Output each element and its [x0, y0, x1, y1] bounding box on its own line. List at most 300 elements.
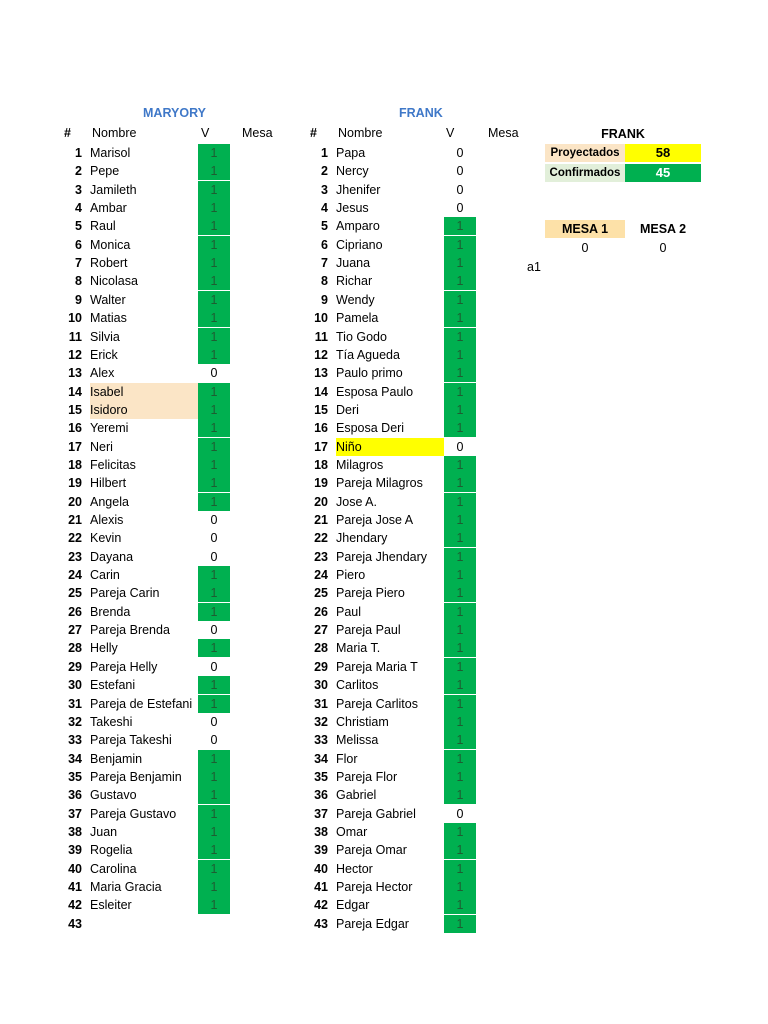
attendance-value: 1 [198, 199, 230, 217]
guest-name: Jhendary [336, 531, 388, 546]
guest-name: Richar [336, 274, 373, 289]
mesa2-label: MESA 2 [639, 222, 687, 236]
attendance-value: 1 [444, 493, 476, 511]
frank-table-row [302, 676, 502, 694]
attendance-value: 1 [198, 695, 230, 713]
attendance-value: 1 [198, 493, 230, 511]
maryory-table-row [56, 438, 256, 456]
attendance-value: 1 [198, 438, 230, 456]
row-number: 16 [314, 421, 328, 436]
attendance-value: 1 [444, 236, 476, 254]
frank-title: FRANK [399, 106, 443, 120]
guest-name: Esposa Deri [336, 421, 405, 436]
row-number: 28 [314, 641, 328, 656]
guest-name: Pareja Carin [90, 586, 160, 601]
row-number: 30 [314, 678, 328, 693]
guest-name: Pareja Edgar [336, 916, 409, 931]
attendance-value: 1 [444, 217, 476, 235]
row-number: 43 [314, 916, 328, 931]
row-number: 17 [68, 439, 82, 454]
row-number: 8 [321, 274, 328, 289]
attendance-value: 1 [444, 291, 476, 309]
attendance-value: 0 [456, 182, 464, 197]
attendance-value: 1 [198, 162, 230, 180]
row-number: 41 [314, 880, 328, 894]
attendance-value: 1 [198, 786, 230, 804]
guest-name: Juana [336, 256, 371, 271]
frank-table-row [302, 272, 502, 290]
maryory-table-row [56, 401, 256, 419]
guest-name: Hector [336, 861, 373, 876]
frank-table-row [302, 144, 502, 162]
maryory-table-row [56, 713, 256, 731]
frank-table-row [302, 236, 502, 254]
mesa1-label: MESA 1 [545, 220, 625, 238]
frank-table-row [302, 493, 502, 511]
maryory-table-row [56, 309, 256, 327]
frank-table-row [302, 731, 502, 749]
guest-name: Juan [90, 824, 118, 839]
maryory-table-row [56, 896, 256, 914]
row-number: 18 [314, 457, 328, 472]
summary-title: FRANK [601, 127, 645, 141]
attendance-value: 1 [444, 548, 476, 566]
row-number: 1 [321, 146, 328, 160]
attendance-value: 1 [198, 181, 230, 199]
row-number: 20 [68, 494, 82, 509]
guest-name: Omar [336, 824, 368, 839]
guest-name: Helly [90, 641, 118, 656]
attendance-value: 1 [198, 878, 230, 896]
guest-name: Takeshi [90, 714, 133, 729]
attendance-value: 1 [444, 584, 476, 602]
attendance-value: 1 [444, 456, 476, 474]
guest-name: Yeremi [90, 421, 129, 436]
guest-name: Dayana [90, 549, 134, 564]
guest-name: Pareja Benjamin [90, 769, 182, 784]
attendance-value: 1 [444, 676, 476, 694]
maryory-table-row [56, 419, 256, 437]
attendance-value: 1 [198, 419, 230, 437]
row-number: 35 [68, 769, 82, 784]
maryory-table-row [56, 493, 256, 511]
row-number: 38 [68, 824, 82, 839]
mesa1-value: 0 [581, 241, 589, 255]
frank-table-row [302, 364, 502, 382]
row-number: 9 [321, 292, 328, 307]
guest-name: Piero [336, 568, 366, 583]
frank-table-row [302, 181, 502, 199]
row-number: 29 [314, 659, 328, 674]
guest-name: Pareja Paul [336, 623, 401, 638]
maryory-table-row [56, 199, 256, 217]
row-number: 26 [68, 604, 82, 619]
guest-name: Alex [90, 366, 115, 381]
frank-header-mesa: Mesa [488, 126, 519, 140]
maryory-table-row [56, 841, 256, 859]
maryory-table-row [56, 695, 256, 713]
attendance-value: 1 [444, 731, 476, 749]
attendance-value: 1 [444, 786, 476, 804]
row-number: 42 [314, 898, 328, 913]
frank-header-name: Nombre [338, 126, 383, 140]
attendance-value: 1 [198, 584, 230, 602]
guest-name: Pareja Omar [336, 843, 407, 858]
guest-name: Raul [90, 219, 116, 234]
guest-name: Pareja Milagros [336, 476, 423, 491]
frank-table-row [302, 878, 502, 896]
attendance-value: 1 [444, 603, 476, 621]
row-number: 19 [68, 476, 82, 491]
row-number: 35 [314, 769, 328, 784]
mesa2-value: 0 [659, 241, 667, 255]
row-number: 32 [68, 714, 82, 729]
attendance-value: 0 [210, 659, 218, 674]
frank-table-row [302, 860, 502, 878]
guest-name: Carlitos [336, 678, 379, 693]
guest-name: Milagros [336, 457, 384, 472]
maryory-table-row [56, 162, 256, 180]
row-number: 5 [321, 219, 328, 234]
attendance-value: 1 [444, 383, 476, 401]
guest-name: Carin [90, 568, 120, 583]
frank-table-row [302, 841, 502, 859]
guest-name: Pareja Piero [336, 586, 405, 601]
row-number: 42 [68, 898, 82, 913]
attendance-value: 0 [210, 531, 218, 546]
frank-table-row [302, 823, 502, 841]
guest-name: Benjamin [90, 751, 143, 766]
row-number: 21 [68, 513, 82, 527]
guest-name: Ambar [90, 201, 127, 216]
guest-name: Isabel [90, 383, 198, 401]
maryory-table-row [56, 584, 256, 602]
guest-name: Rogelia [90, 843, 133, 858]
maryory-table-row [56, 860, 256, 878]
frank-header-num: # [310, 126, 317, 140]
guest-name: Pareja Flor [336, 769, 398, 784]
frank-table-row [302, 511, 502, 529]
attendance-value: 1 [198, 603, 230, 621]
attendance-value: 0 [210, 366, 218, 381]
attendance-value: 1 [198, 639, 230, 657]
frank-table-row [302, 254, 502, 272]
row-number: 38 [314, 824, 328, 839]
attendance-value: 1 [198, 144, 230, 162]
maryory-table-row [56, 915, 256, 933]
guest-name: Flor [336, 751, 358, 766]
frank-table-row [302, 383, 502, 401]
attendance-value: 1 [444, 254, 476, 272]
frank-table-row [302, 419, 502, 437]
maryory-table-row [56, 272, 256, 290]
maryory-table-row [56, 731, 256, 749]
maryory-header-mesa: Mesa [242, 126, 273, 140]
maryory-table-row [56, 658, 256, 676]
row-number: 12 [314, 347, 328, 362]
row-number: 36 [314, 788, 328, 803]
attendance-value: 1 [198, 401, 230, 419]
row-number: 30 [68, 678, 82, 693]
maryory-table-row [56, 236, 256, 254]
guest-name: Pareja Gustavo [90, 806, 177, 821]
attendance-value: 1 [198, 896, 230, 914]
attendance-value: 1 [198, 456, 230, 474]
row-number: 4 [321, 201, 328, 216]
attendance-value: 0 [210, 623, 218, 638]
guest-name: Pareja de Estefani [90, 696, 193, 711]
row-number: 43 [68, 916, 82, 931]
frank-table-row [302, 217, 502, 235]
frank-table-row [302, 603, 502, 621]
guest-name: Hilbert [90, 476, 127, 491]
guest-name: Isidoro [90, 401, 198, 419]
frank-table-row [302, 401, 502, 419]
attendance-value: 1 [198, 768, 230, 786]
maryory-table-row [56, 346, 256, 364]
attendance-value: 1 [198, 805, 230, 823]
guest-name: Maria T. [336, 641, 381, 656]
row-number: 40 [68, 861, 82, 876]
maryory-table-row [56, 548, 256, 566]
guest-name: Papa [336, 146, 366, 160]
guest-name: Pareja Gabriel [336, 806, 416, 821]
guest-name: Pareja Helly [90, 659, 158, 674]
frank-table-row [302, 639, 502, 657]
attendance-value: 1 [444, 841, 476, 859]
row-number: 19 [314, 476, 328, 491]
attendance-value: 1 [198, 236, 230, 254]
proyectados-value: 58 [625, 144, 701, 162]
frank-table-row [302, 621, 502, 639]
guest-name: Robert [90, 256, 128, 271]
attendance-value: 1 [198, 217, 230, 235]
frank-table-row [302, 695, 502, 713]
row-number: 7 [75, 256, 82, 271]
row-number: 25 [314, 586, 328, 601]
attendance-value: 1 [198, 750, 230, 768]
attendance-value: 1 [444, 419, 476, 437]
attendance-value: 1 [444, 713, 476, 731]
row-number: 33 [314, 733, 328, 748]
guest-name: Tía Agueda [336, 347, 400, 362]
frank-table-row [302, 750, 502, 768]
row-number: 34 [68, 751, 82, 766]
guest-name: Felicitas [90, 457, 136, 472]
frank-table-row [302, 309, 502, 327]
guest-name: Paul [336, 604, 362, 619]
attendance-value: 1 [198, 254, 230, 272]
row-number: 34 [314, 751, 328, 766]
row-number: 32 [314, 714, 328, 729]
maryory-table-row [56, 621, 256, 639]
maryory-table-row [56, 566, 256, 584]
attendance-value: 0 [210, 714, 218, 729]
frank-table-row [302, 566, 502, 584]
maryory-header-name: Nombre [92, 126, 137, 140]
guest-name: Pareja Hector [336, 880, 413, 894]
row-number: 16 [68, 421, 82, 436]
attendance-value: 1 [444, 529, 476, 547]
guest-name: Erick [90, 347, 118, 362]
row-number: 17 [314, 439, 328, 454]
row-number: 28 [68, 641, 82, 656]
attendance-value: 1 [198, 823, 230, 841]
frank-table-row [302, 529, 502, 547]
guest-name: Neri [90, 439, 113, 454]
confirmados-label: Confirmados [545, 164, 625, 182]
maryory-table-row [56, 144, 256, 162]
guest-name: Pareja Carlitos [336, 696, 418, 711]
frank-table-row [302, 713, 502, 731]
row-number: 27 [314, 623, 328, 638]
attendance-value: 0 [210, 513, 218, 527]
frank-table-row [302, 162, 502, 180]
guest-name: Amparo [336, 219, 380, 234]
frank-table-row [302, 768, 502, 786]
proyectados-label: Proyectados [545, 144, 625, 162]
guest-name: Deri [336, 402, 359, 417]
guest-name: Matias [90, 311, 127, 326]
row-number: 23 [314, 549, 328, 564]
row-number: 12 [68, 347, 82, 362]
guest-name: Pareja Jhendary [336, 549, 428, 564]
frank-table-row [302, 786, 502, 804]
attendance-value: 1 [444, 309, 476, 327]
guest-name: Marisol [90, 146, 131, 160]
guest-name: Gustavo [90, 788, 137, 803]
frank-header-v: V [446, 126, 455, 140]
guest-name: Brenda [90, 604, 131, 619]
attendance-value: 1 [198, 272, 230, 290]
attendance-value: 0 [456, 439, 464, 454]
guest-name: Angela [90, 494, 129, 509]
row-number: 33 [68, 733, 82, 748]
guest-name: Niño [336, 438, 444, 456]
attendance-value [198, 915, 230, 933]
row-number: 11 [68, 329, 82, 344]
row-number: 21 [314, 513, 328, 527]
attendance-value: 1 [198, 860, 230, 878]
attendance-value: 1 [444, 401, 476, 419]
frank-table-row [302, 438, 502, 456]
attendance-value: 0 [456, 146, 464, 160]
attendance-value: 1 [444, 346, 476, 364]
maryory-table-row [56, 364, 256, 382]
attendance-value: 1 [198, 383, 230, 401]
maryory-table-row [56, 878, 256, 896]
maryory-table-row [56, 291, 256, 309]
attendance-value: 1 [198, 474, 230, 492]
row-number: 15 [68, 402, 82, 417]
attendance-value: 1 [198, 841, 230, 859]
attendance-value: 1 [198, 566, 230, 584]
frank-table-row [302, 346, 502, 364]
note-cell: a1 [527, 260, 541, 274]
guest-name: Wendy [336, 292, 375, 307]
maryory-table-row [56, 474, 256, 492]
row-number: 18 [68, 457, 82, 472]
maryory-table-row [56, 676, 256, 694]
row-number: 4 [75, 201, 82, 216]
maryory-header-num: # [64, 126, 71, 140]
frank-table-row [302, 805, 502, 823]
maryory-table-row [56, 511, 256, 529]
maryory-table-row [56, 383, 256, 401]
guest-name: Silvia [90, 329, 120, 344]
attendance-value: 1 [444, 768, 476, 786]
guest-name: Esposa Paulo [336, 384, 414, 399]
guest-name: Pepe [90, 164, 120, 179]
row-number: 6 [321, 237, 328, 252]
maryory-table-row [56, 750, 256, 768]
guest-name: Carolina [90, 861, 137, 876]
attendance-value: 1 [444, 328, 476, 346]
row-number: 3 [75, 182, 82, 197]
attendance-value: 1 [444, 621, 476, 639]
row-number: 11 [314, 329, 328, 344]
row-number: 2 [321, 164, 328, 179]
guest-name: Jose A. [336, 494, 377, 509]
guest-name: Jesus [336, 201, 369, 216]
row-number: 14 [314, 384, 328, 399]
guest-name: Alexis [90, 513, 124, 527]
guest-name: Pareja Maria T [336, 659, 418, 674]
row-number: 37 [314, 806, 328, 821]
guest-name: Kevin [90, 531, 122, 546]
attendance-value: 1 [444, 511, 476, 529]
attendance-value: 1 [444, 272, 476, 290]
maryory-table-row [56, 181, 256, 199]
frank-table-row [302, 896, 502, 914]
guest-name: Pamela [336, 311, 379, 326]
attendance-value: 1 [198, 309, 230, 327]
frank-table-row [302, 474, 502, 492]
guest-name: Nicolasa [90, 274, 138, 289]
guest-name: Esleiter [90, 898, 132, 913]
row-number: 20 [314, 494, 328, 509]
attendance-value: 1 [444, 695, 476, 713]
row-number: 25 [68, 586, 82, 601]
guest-name: Edgar [336, 898, 370, 913]
attendance-value: 1 [198, 346, 230, 364]
row-number: 36 [68, 788, 82, 803]
maryory-table-row [56, 456, 256, 474]
guest-name: Christiam [336, 714, 389, 729]
row-number: 39 [314, 843, 328, 858]
row-number: 24 [314, 568, 328, 583]
guest-name: Melissa [336, 733, 379, 748]
row-number: 13 [68, 366, 82, 381]
guest-name: Nercy [336, 164, 369, 179]
attendance-value: 0 [210, 733, 218, 748]
attendance-value: 1 [444, 364, 476, 382]
maryory-table-row [56, 217, 256, 235]
row-number: 24 [68, 568, 82, 583]
confirmados-value: 45 [625, 164, 701, 182]
row-number: 7 [321, 256, 328, 271]
maryory-table-row [56, 786, 256, 804]
frank-table-row [302, 199, 502, 217]
attendance-value: 1 [444, 823, 476, 841]
guest-name: Jamileth [90, 182, 137, 197]
attendance-value: 1 [444, 474, 476, 492]
guest-name: Maria Gracia [90, 880, 162, 894]
guest-name: Walter [90, 292, 126, 307]
maryory-table-row [56, 254, 256, 272]
row-number: 15 [314, 402, 328, 417]
frank-table-row [302, 584, 502, 602]
